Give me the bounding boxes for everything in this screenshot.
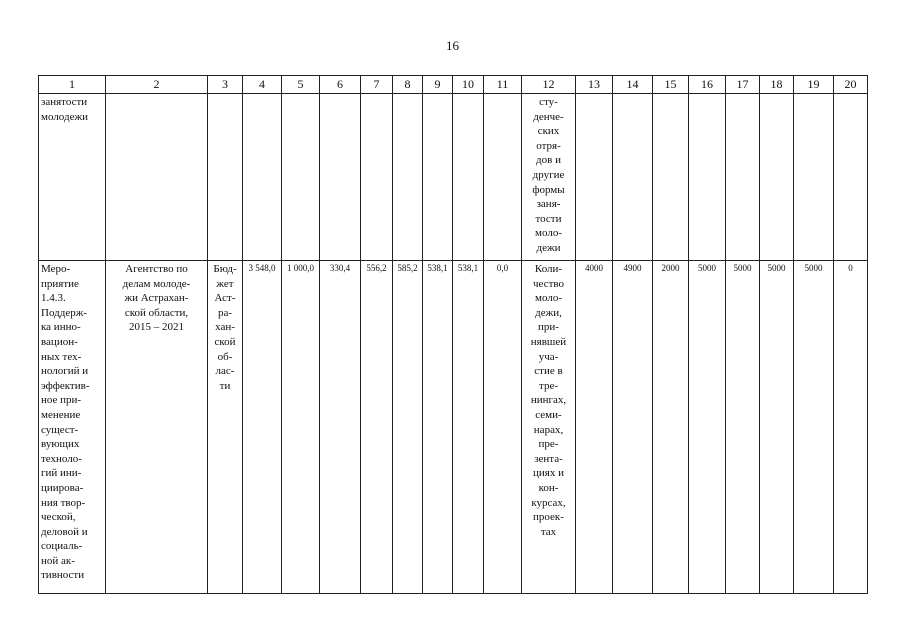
cell-value-col11: 0,0 [484,261,522,594]
cell-target-col19: 5000 [794,261,834,594]
header-col-9: 9 [423,76,453,94]
cell-empty [576,94,613,261]
header-col-5: 5 [282,76,320,94]
cell-value-col7: 556,2 [361,261,393,594]
cell-value-col5: 1 000,0 [282,261,320,594]
cell-empty [726,94,760,261]
cell-value-total: 3 548,0 [243,261,282,594]
header-col-7: 7 [361,76,393,94]
cell-target-col14: 4900 [613,261,653,594]
cell-value-col8: 585,2 [393,261,423,594]
header-row [39,76,868,94]
header-col-14: 14 [613,76,653,94]
cell-empty [393,94,423,261]
page-number: 16 [446,38,459,53]
header-col-13: 13 [576,76,613,94]
header-col-18: 18 [760,76,794,94]
header-col-12: 12 [522,76,576,94]
cell-empty [208,94,243,261]
cell-empty [689,94,726,261]
cell-measure-name: Меро- приятие 1.4.3. Поддерж- ка инно- вацион- ных тех- нологий и эффектив- ное при- менение сущест- вующих техноло- гий ини- циирова- ния твор- ческой, деловой и социаль- ной ак- тивности [41,263,90,582]
cell-empty [282,94,320,261]
header-col-19: 19 [794,76,834,94]
program-table [38,75,868,594]
header-col-8: 8 [393,76,423,94]
cell-empty [834,94,868,261]
cell-empty [453,94,484,261]
header-col-1: 1 [39,76,106,94]
cell-target-col18: 5000 [760,261,794,594]
table-row-continuation [39,94,868,261]
cell-empty [484,94,522,261]
header-col-2: 2 [106,76,208,94]
cell-indicator: сту- денче- ских отря- дов и другие формы заня- тости моло- дежи [532,96,565,254]
cell-funding-source: Бюд- жет Аст- ра- хан- ской об- лас- ти [213,263,237,392]
header-col-4: 4 [243,76,282,94]
cell-target-col13: 4000 [576,261,613,594]
cell-indicator: Коли- чество моло- дежи, при- нявшей уча- стие в тре- нингах, семи- нарах, пре- зента- циях и кон- курсах, проек- тах [530,263,567,538]
header-col-3: 3 [208,76,243,94]
cell-empty [106,94,208,261]
header-col-11: 11 [484,76,522,94]
cell-empty [320,94,361,261]
cell-empty [243,94,282,261]
header-col-6: 6 [320,76,361,94]
cell-empty [361,94,393,261]
cell-target-col16: 5000 [689,261,726,594]
cell-target-col17: 5000 [726,261,760,594]
header-col-16: 16 [689,76,726,94]
cell-empty [794,94,834,261]
header-col-17: 17 [726,76,760,94]
header-col-20: 20 [834,76,868,94]
cell-value-col10: 538,1 [453,261,484,594]
cell-target-col20: 0 [834,261,868,594]
header-col-10: 10 [453,76,484,94]
cell-target-col15: 2000 [653,261,689,594]
cell-empty [423,94,453,261]
cell-value-col6: 330,4 [320,261,361,594]
cell-empty [653,94,689,261]
cell-measure-name: занятости молодежи [41,96,88,123]
cell-value-col9: 538,1 [423,261,453,594]
cell-executor: Агентство по делам молоде- жи Астрахан- ской области, 2015 – 2021 [122,263,191,334]
header-col-15: 15 [653,76,689,94]
cell-empty [613,94,653,261]
cell-empty [760,94,794,261]
table-row-event-1-4-3 [39,261,868,594]
